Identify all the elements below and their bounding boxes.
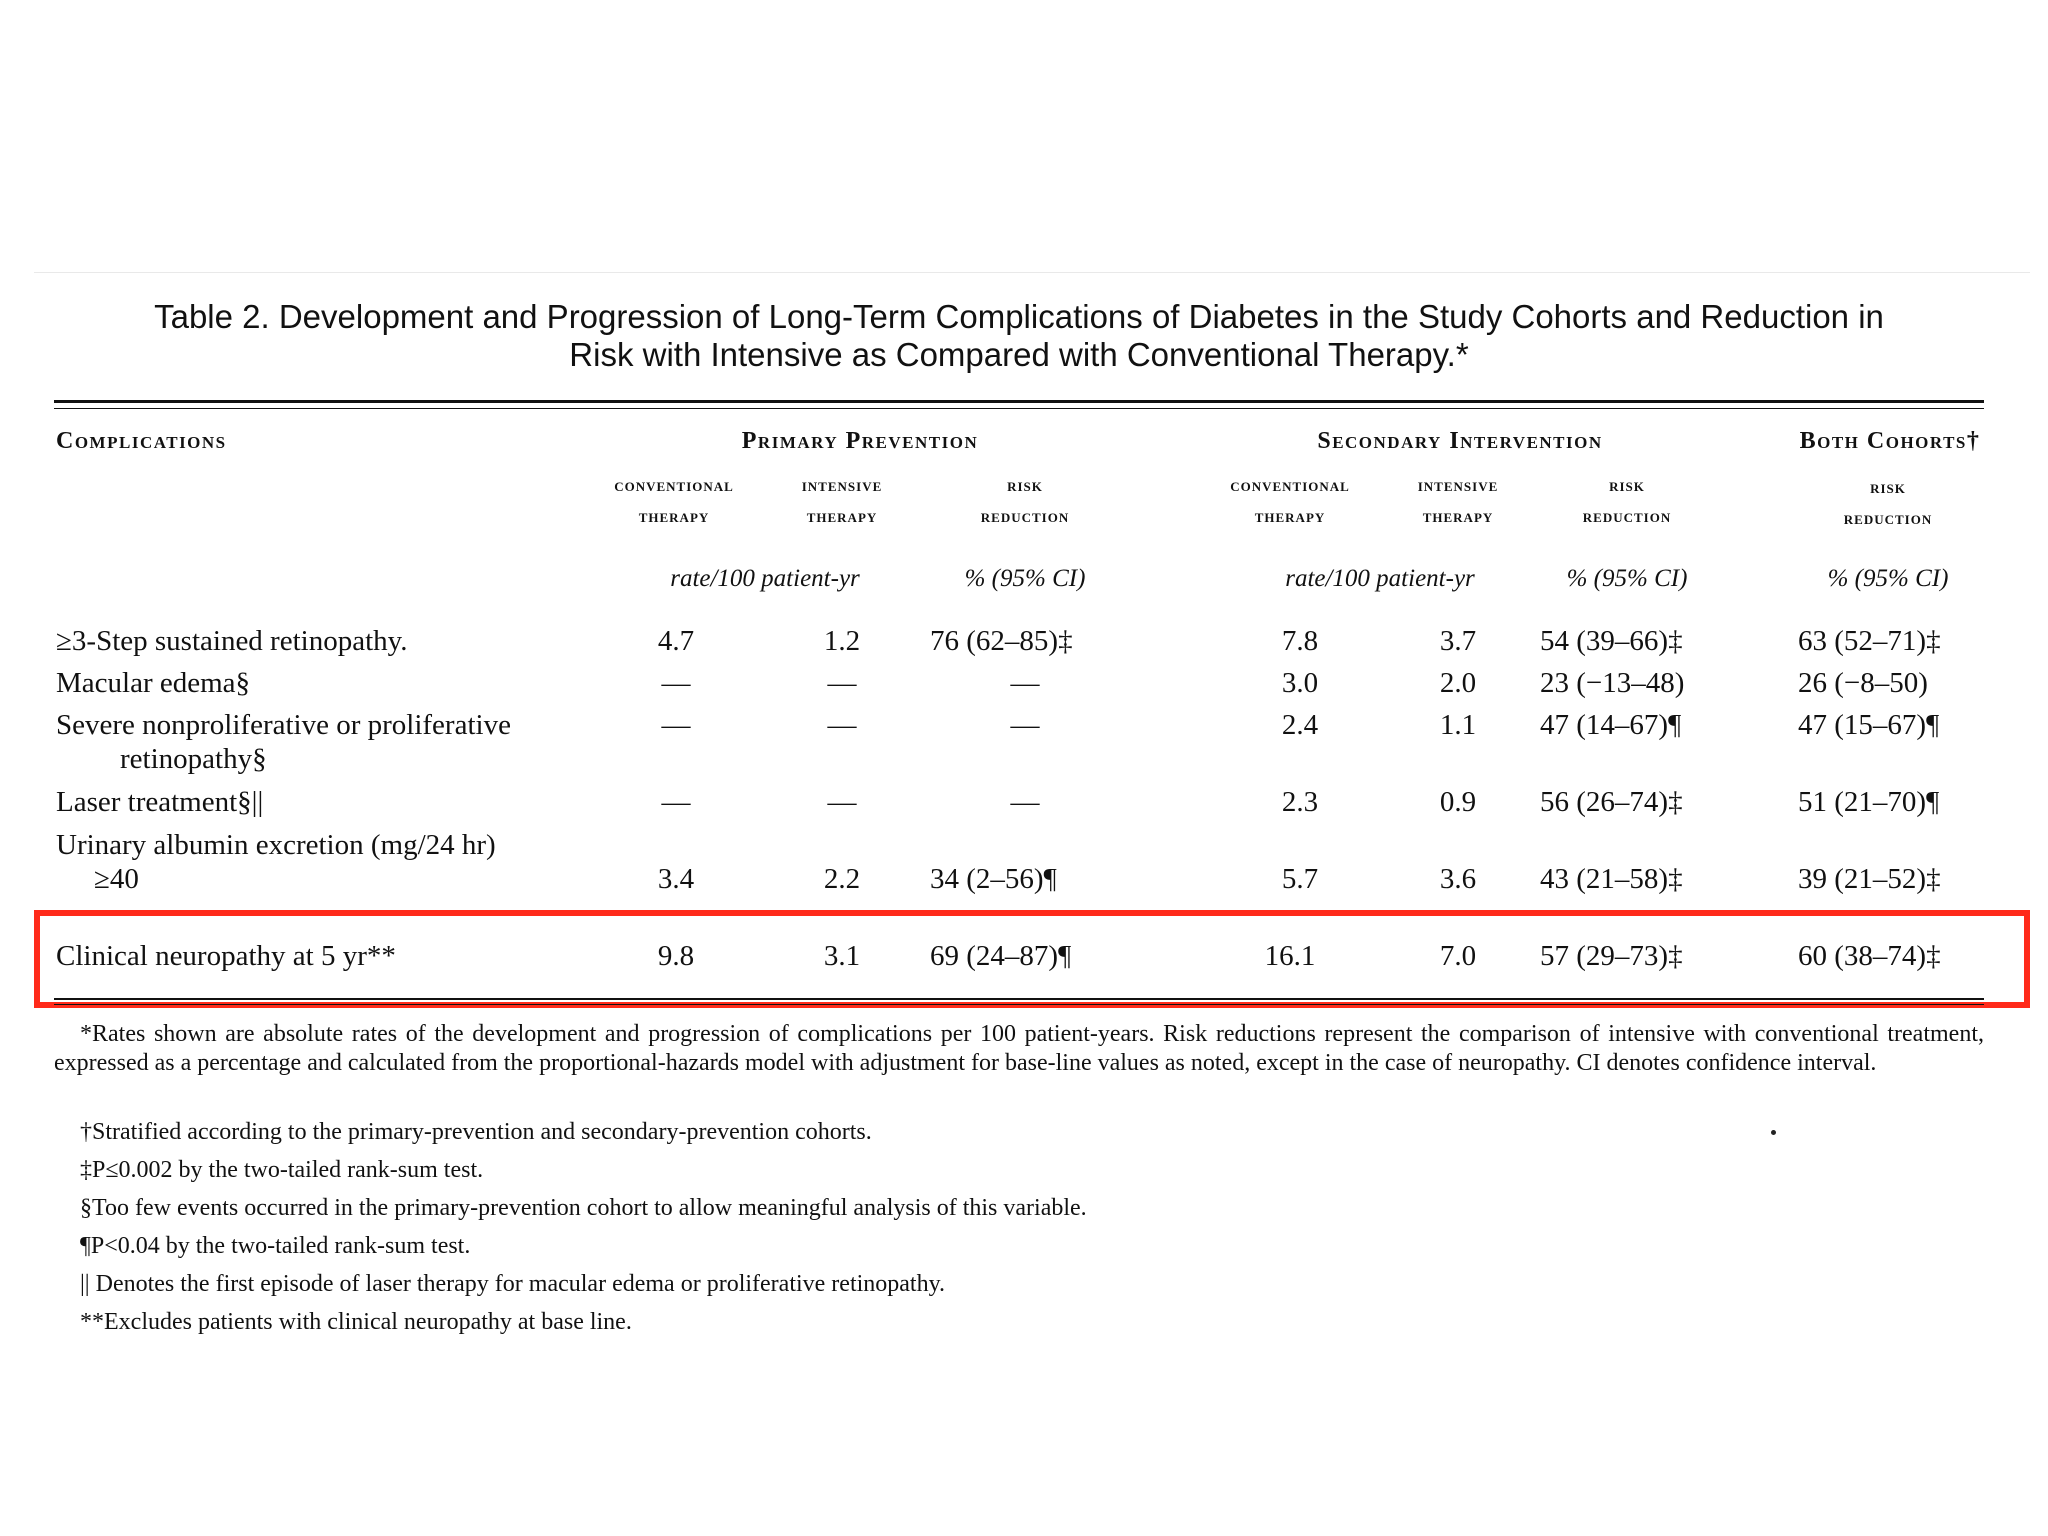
- stray-dot: [1771, 1130, 1776, 1135]
- top-rule-thick: [54, 400, 1984, 403]
- cell-primary-conventional: —: [661, 786, 691, 818]
- unit-secondary-rate: rate/100 patient-yr: [1285, 565, 1475, 592]
- subheader-text: risk: [1870, 477, 1906, 498]
- cell-primary-intensive: —: [827, 667, 857, 699]
- title-line-2: Risk with Intensive as Compared with Conventional Therapy.*: [569, 336, 1469, 373]
- cell-both-risk: 26 (−8–50): [1798, 667, 1928, 699]
- subheader-secondary-risk: [1547, 470, 1707, 532]
- footnote-main: *Rates shown are absolute rates of the development and progression of complications per 100 patient-years. Risk reductions represent the comparison of intensive with conventional treatment, expressed as a percentage and calculated from the proportional-hazards model with adjustment for base-line values as noted, except in the case of neuropathy. CI denotes confidence interval.: [54, 1021, 1984, 1076]
- cell-secondary-risk: 54 (39–66)‡: [1540, 625, 1683, 657]
- unit-both-pct: % (95% CI): [1827, 565, 1949, 592]
- cell-secondary-conventional: 16.1: [1264, 940, 1316, 972]
- cell-primary-risk: 76 (62–85)‡: [930, 625, 1073, 657]
- subheader-text: risk: [1609, 475, 1645, 496]
- cell-secondary-conventional: 5.7: [1281, 863, 1319, 895]
- cell-primary-risk: 69 (24–87)¶: [930, 940, 1072, 972]
- cell-primary-risk: —: [1010, 667, 1040, 699]
- subheader-secondary-conventional: [1200, 470, 1380, 532]
- footnote-section: §Too few events occurred in the primary-prevention cohort to allow meaningful analysis of this variable.: [80, 1195, 1087, 1221]
- row-label: Clinical neuropathy at 5 yr**: [56, 940, 396, 972]
- cell-secondary-intensive: 3.7: [1439, 625, 1477, 657]
- cell-secondary-conventional: 2.3: [1281, 786, 1319, 818]
- cell-both-risk: 51 (21–70)¶: [1798, 786, 1940, 818]
- title-line-1: Table 2. Development and Progression of Long-Term Complications of Diabetes in the Study Cohorts and Reduction in: [154, 298, 1884, 335]
- cell-secondary-risk: 57 (29–73)‡: [1540, 940, 1683, 972]
- row-label: Severe nonproliferative or proliferative: [56, 709, 511, 741]
- footnote-stars: **Excludes patients with clinical neuropathy at base line.: [80, 1309, 632, 1335]
- footnote-dagger: †Stratified according to the primary-prevention and secondary-prevention cohorts.: [80, 1119, 872, 1145]
- cell-both-risk: 63 (52–71)‡: [1798, 625, 1941, 657]
- subheader-text: therapy: [806, 506, 878, 527]
- cell-primary-risk: —: [1010, 709, 1040, 741]
- cell-primary-risk: —: [1010, 786, 1040, 818]
- cell-secondary-intensive: 7.0: [1439, 940, 1477, 972]
- header-primary-prevention: Primary Prevention: [741, 428, 979, 454]
- cell-secondary-intensive: 2.0: [1439, 667, 1477, 699]
- unit-primary-pct: % (95% CI): [964, 565, 1086, 592]
- row-label-continued: retinopathy§: [120, 743, 267, 775]
- cell-primary-conventional: —: [661, 709, 691, 741]
- row-label: ≥3-Step sustained retinopathy.: [56, 625, 408, 657]
- cell-primary-conventional: 9.8: [657, 940, 695, 972]
- row-label: Macular edema§: [56, 667, 251, 699]
- subheader-text: therapy: [1254, 506, 1326, 527]
- cell-secondary-conventional: 2.4: [1281, 709, 1319, 741]
- cell-primary-conventional: 4.7: [657, 625, 695, 657]
- subheader-text: intensive: [1417, 475, 1499, 496]
- footnote-double-dagger: ‡P≤0.002 by the two-tailed rank-sum test.: [80, 1157, 484, 1183]
- subheader-text: reduction: [1582, 506, 1672, 527]
- cell-secondary-risk: 43 (21–58)‡: [1540, 863, 1683, 895]
- row-group-label: Urinary albumin excretion (mg/24 hr): [56, 829, 496, 861]
- top-divider: [34, 272, 2030, 273]
- subheader-primary-risk: [945, 470, 1105, 532]
- cell-primary-intensive: —: [827, 786, 857, 818]
- subheader-text: conventional: [614, 475, 734, 496]
- subheader-text: therapy: [1422, 506, 1494, 527]
- footnote-pilcrow: ¶P<0.04 by the two-tailed rank-sum test.: [80, 1233, 471, 1259]
- cell-secondary-conventional: 7.8: [1281, 625, 1319, 657]
- subheader-text: conventional: [1230, 475, 1350, 496]
- subheader-primary-conventional: [584, 470, 764, 532]
- unit-secondary-pct: % (95% CI): [1566, 565, 1688, 592]
- cell-secondary-risk: 23 (−13–48): [1540, 667, 1685, 699]
- header-both-cohorts: Both Cohorts†: [1799, 428, 1981, 454]
- cell-primary-conventional: —: [661, 667, 691, 699]
- cell-both-risk: 39 (21–52)‡: [1798, 863, 1941, 895]
- subheader-both-risk: [1808, 472, 1968, 534]
- cell-secondary-intensive: 1.1: [1439, 709, 1477, 741]
- cell-secondary-risk: 56 (26–74)‡: [1540, 786, 1683, 818]
- cell-secondary-intensive: 0.9: [1439, 786, 1477, 818]
- cell-both-risk: 47 (15–67)¶: [1798, 709, 1940, 741]
- cell-primary-intensive: 1.2: [823, 625, 861, 657]
- header-complications: Complications: [56, 428, 227, 454]
- bottom-rule-thick: [54, 998, 1984, 1000]
- subheader-text: intensive: [801, 475, 883, 496]
- subheader-text: reduction: [980, 506, 1070, 527]
- cell-secondary-conventional: 3.0: [1281, 667, 1319, 699]
- footnote-bars: || Denotes the first episode of laser therapy for macular edema or proliferative retinopathy.: [80, 1271, 946, 1297]
- top-rule-thin: [54, 408, 1984, 409]
- table-title: [54, 298, 1984, 374]
- subheader-primary-intensive: [772, 470, 912, 532]
- bottom-rule-thin: [54, 1004, 1984, 1005]
- cell-secondary-risk: 47 (14–67)¶: [1540, 709, 1682, 741]
- row-label: ≥40: [94, 863, 139, 895]
- cell-both-risk: 60 (38–74)‡: [1798, 940, 1941, 972]
- header-secondary-intervention: Secondary Intervention: [1317, 428, 1603, 454]
- subheader-text: reduction: [1843, 508, 1933, 529]
- cell-primary-intensive: —: [827, 709, 857, 741]
- unit-primary-rate: rate/100 patient-yr: [670, 565, 860, 592]
- row-label: Laser treatment§||: [56, 786, 264, 818]
- cell-primary-intensive: 3.1: [823, 940, 861, 972]
- cell-primary-risk: 34 (2–56)¶: [930, 863, 1057, 895]
- cell-secondary-intensive: 3.6: [1439, 863, 1477, 895]
- subheader-secondary-intensive: [1388, 470, 1528, 532]
- cell-primary-intensive: 2.2: [823, 863, 861, 895]
- cell-primary-conventional: 3.4: [657, 863, 695, 895]
- subheader-text: therapy: [638, 506, 710, 527]
- subheader-text: risk: [1007, 475, 1043, 496]
